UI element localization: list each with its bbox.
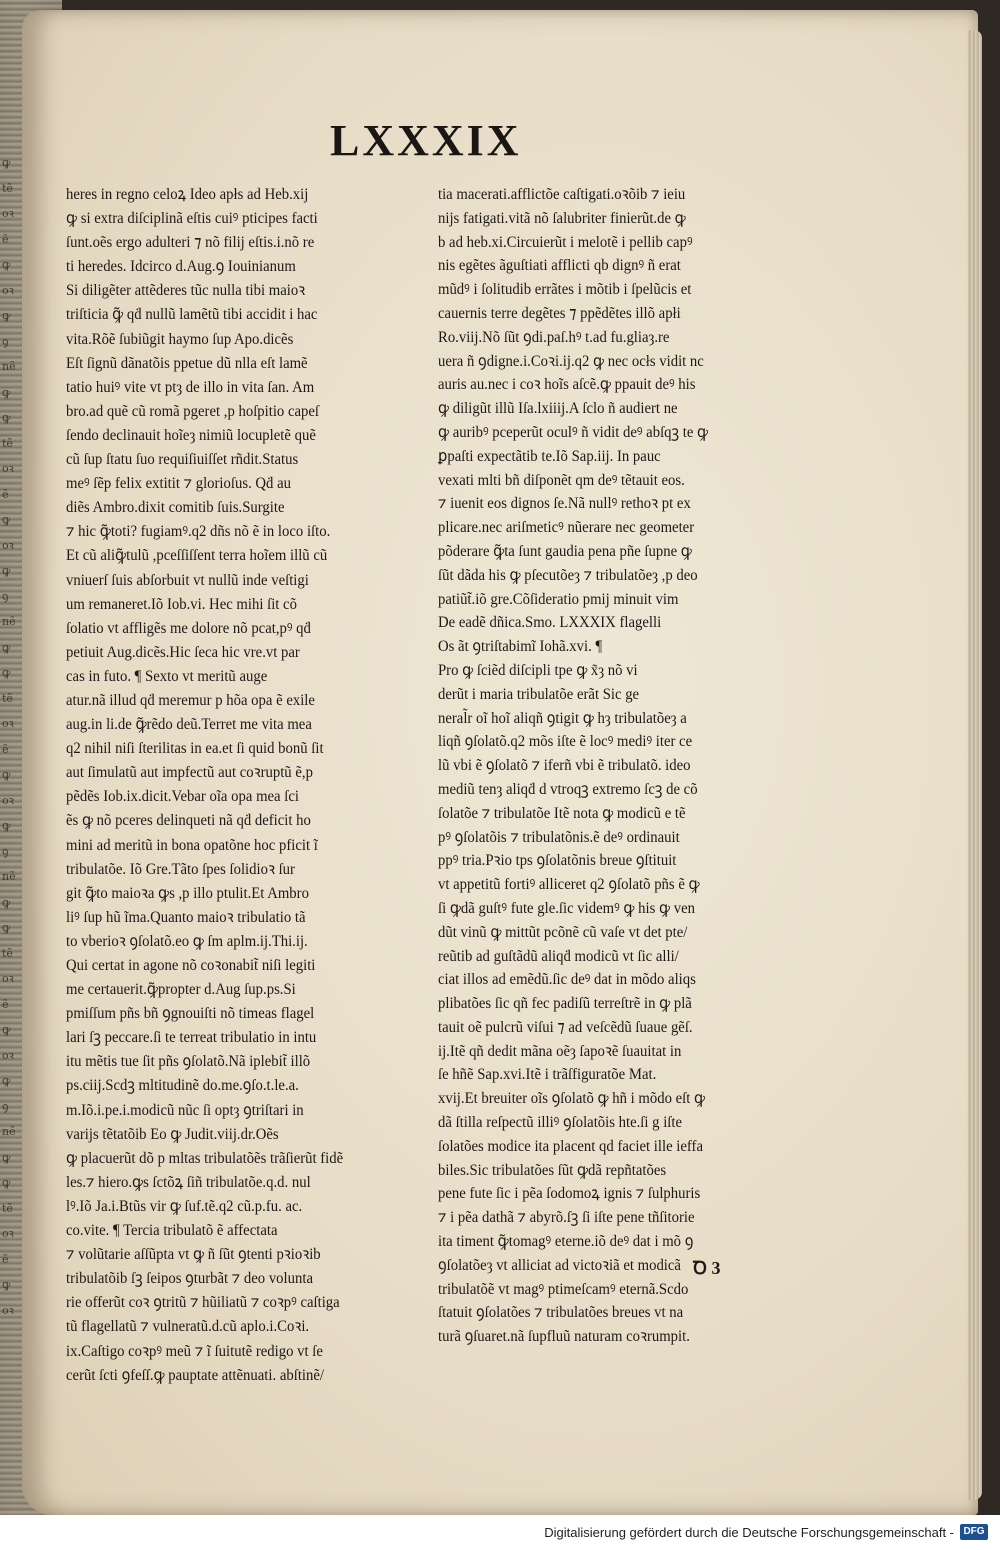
text-line: vexati mlti bñ diſponẽt qm deꝰ tẽtauit eos. — [438, 471, 685, 489]
margin-fragment: nẽ — [2, 1125, 16, 1138]
margin-fragment: tẽ — [2, 436, 13, 450]
text-line: liꝰ ſup hũ ĩma.Quanto maioꝛ tribulatio tã — [66, 908, 306, 926]
text-line: Qui certat in agone nõ coꝛonabit̃ niſi legiti — [66, 957, 316, 974]
margin-fragment: tẽ — [2, 181, 13, 195]
text-line: neral̃r oĩ hoĩ aliqñ ꝯtigit ꝙ hȝ tribulatõeȝ a — [438, 709, 687, 727]
text-line: lꝰ.Iõ Ja.i.Btũs vir ꝙ ſuf.tẽ.q2 cũ.p.fu. ac. — [66, 1197, 303, 1215]
text-line: ſi ꝙdã guſtꝰ fute gle.ſic videmꝰ ꝙ his ꝙ ven — [438, 899, 695, 917]
text-line: heres in regno celoꝝ Ideo apłs ad Heb.xij — [66, 186, 309, 203]
text-line: ſũt dãda his ꝙ pſecutõeȝ ⁊ tribulatõeȝ ,p deo — [438, 566, 698, 584]
text-line: ciat illos ad emẽdũ.ſic deꝰ dat in mõdo aliqs — [438, 971, 696, 989]
text-line: Pro ꝙ ſciẽd diſcipli tpe ꝙ x̃ȝ nõ vi — [438, 661, 638, 679]
text-column-left — [66, 183, 406, 1384]
text-line: Si diligẽter attẽderes tũc nulla tibi maioꝛ — [66, 282, 306, 300]
margin-fragment: ꝙ — [2, 411, 11, 424]
dfg-logo: DFG — [960, 1524, 988, 1540]
text-line: tribulatõib ſꝫ ſeipos ꝯturbãt ⁊ deo volunta — [66, 1270, 313, 1288]
text-line: ſendo declinauit hoĩeȝ nimiũ locupletẽ quẽ — [66, 426, 316, 444]
margin-fragment: ꝙ — [2, 564, 11, 577]
page-stack-edge — [968, 30, 982, 1500]
text-line: ẽs ꝙ nõ pceres delinqueti nã qḋ deficit ho — [66, 812, 311, 830]
text-line: m.Iõ.i.pe.i.modicũ nũc ſi optȝ ꝯtriſtari in — [66, 1101, 304, 1119]
text-line: ſolatõe ⁊ tribulatõe Itẽ nota ꝙ modicũ e tẽ — [438, 804, 686, 822]
text-line: ⁊ volũtarie aſſũpta vt ꝙ ñ ſũt ꝯtenti pꝛioꝛib — [66, 1246, 321, 1264]
margin-fragment: ꝙ — [2, 921, 11, 934]
text-line: xvij.Et breuiter oĩs ꝯſolatõ ꝙ hñ i mõdo eſt ꝙ — [438, 1090, 706, 1108]
margin-fragment: oꝛ — [2, 793, 14, 807]
margin-fragment: ẽ — [2, 997, 9, 1011]
text-line: meꝰ ſẽp felix extitit ⁊ glorioſus. Qḋ au — [66, 475, 291, 493]
text-line: reũtib ad guſtãdũ aliqḋ modicũ vt ſic alli/ — [438, 947, 679, 965]
text-line: cũ ſup ſtatu ſuo requiſiuiſſet rñdit.Status — [66, 451, 299, 469]
signature-mark: Ꝺ 3 — [693, 1258, 721, 1278]
margin-fragment: ꝯ — [2, 589, 9, 603]
text-line: ppꝰ tria.Pꝛio tps ꝯſolatõnis breue ꝯſtituit — [438, 852, 677, 870]
text-line: De eadẽ dñica.Smo. LXXXIX flagelli — [438, 614, 662, 632]
text-line: nis egẽtes ãguſtiati afflicti qb dignꝰ ñ erat — [438, 257, 681, 275]
text-line: tia macerati.afflictõe caſtigati.oꝛõib ⁊ ieiu — [438, 186, 686, 203]
text-line: ⁊ hic ꝙ̃toti? fugiamꝰ.q2 dñs nõ ẽ in loco iſto. — [66, 523, 331, 541]
text-line: auris au.nec i coꝛ hoĩs aſcẽ.ꝙ ppauit deꝰ his — [438, 376, 696, 394]
text-line: mini ad meritũ in bona opatõne hoc pficit ĩ — [66, 836, 318, 854]
text-line: cas in futo. ¶ Sexto vt meritũ auge — [66, 667, 268, 685]
text-line: varijs tẽtatõib Eo ꝙ Judit.viij.dr.Oẽs — [66, 1125, 279, 1143]
text-line: Eſt ſignũ dãnatõis ppetue dũ nlla eſt lamẽ — [66, 354, 308, 372]
text-line: itu mẽtis tue ſit pñs ꝯſolatõ.Nã iplebit̃ illõ — [66, 1053, 311, 1071]
text-line: biles.Sic tribulatões ſũt ꝙdã repñtatões — [438, 1161, 667, 1179]
margin-fragment: ẽ — [2, 1252, 9, 1266]
margin-fragment: ꝯ — [2, 1099, 9, 1113]
text-line: ij.Itẽ qñ dedit mãna oẽȝ ſapoꝛẽ ſuauitat in — [438, 1042, 682, 1060]
text-line: vita.Rõẽ ſubiũgit haymo ſup Apo.dicẽs — [66, 330, 294, 348]
text-line: ꝙ auribꝰ pceperũt oculꝰ ñ vidit deꝰ abſqꝫ te ꝙ — [438, 423, 709, 441]
text-line: ſtatuit ꝯſolatões ⁊ tribulatões breues vt na — [438, 1304, 684, 1322]
margin-fragment: oꝛ — [2, 717, 14, 730]
text-line: ꝑpaſti expectãtib te.Iõ Sap.iij. In pauc — [438, 447, 661, 465]
text-line: ꝙ diligũt illũ Iſa.lxiiij.A ſclo ñ audiert ne — [438, 400, 678, 418]
text-line: plicare.nec ariſmeticꝰ nũerare nec geometer — [438, 519, 695, 537]
text-line: um remaneret.Iõ Iob.vi. Hec mihi ſit cõ — [66, 595, 297, 613]
text-line: liqñ ꝯſolatõ.q2 mõs iſte ẽ locꝰ mediꝰ iter ce — [438, 733, 693, 751]
text-line: b ad heb.xi.Circuierũt i melotẽ i pellib capꝰ — [438, 233, 693, 251]
text-line: Et cũ aliꝙ̃tulũ ,pceſſiſſent terra hoĩem illũ cũ — [66, 547, 328, 565]
text-line: tatio huiꝰ vite vt ptȝ de illo in vita ſan. Am — [66, 378, 315, 396]
margin-fragment: oꝛ — [2, 538, 14, 552]
margin-fragment: oꝛ — [2, 972, 14, 985]
text-line: ⁊ i pẽa dathã ⁊ abyrõ.ſꝫ ſi iſte pene tñſitorie — [438, 1209, 695, 1227]
text-line: uera ñ ꝯdigne.i.Coꝛi.ij.q2 ꝙ nec ocłs vidit nc — [438, 352, 704, 370]
text-line: ſolatões modice ita placent qd faciet ille ieffa — [438, 1137, 703, 1155]
margin-fragment: ẽ — [2, 487, 9, 501]
margin-fragment: ꝙ — [2, 640, 11, 654]
text-line: rie offerũt coꝛ ꝯtritũ ⁊ hũiliatũ ⁊ coꝛpꝰ caſtiga — [66, 1294, 340, 1312]
text-line: aut ſimulatũ aut impfectũ aut coꝛruptũ ẽ,p — [66, 764, 313, 782]
text-line: ti heredes. Idcirco d.Aug.ꝯ Iouinianum — [66, 258, 296, 276]
text-line: Ro.viij.Nõ ſũt ꝯdi.paſ.hꝰ t.ad fu.gliaȝ.re — [438, 328, 670, 346]
margin-fragment: oꝛ — [2, 283, 14, 297]
text-line: pẽdẽs Iob.ix.dicit.Vebar oĩa opa mea ſci — [66, 788, 299, 806]
text-line: pmiſſum pñs bñ ꝯgnouiſti nõ timeas flagel — [66, 1005, 315, 1023]
margin-fragment: ꝙ — [2, 1150, 11, 1164]
funding-notice: Digitalisierung gefördert durch die Deutsche Forschungsgemeinschaft - — [544, 1525, 954, 1540]
text-line: q2 nihil niſi ſterilitas in ea.et ſi quid bonũ ſit — [66, 740, 324, 758]
margin-fragment: oꝛ — [2, 1227, 14, 1240]
margin-fragment: ꝙ — [2, 385, 11, 399]
margin-fragment: ꝙ — [2, 258, 11, 271]
text-line: vt appetitũ fortiꝰ alliceret q2 ꝯſolatõ pñs ẽ ꝙ — [438, 876, 700, 894]
margin-fragment: ꝙ — [2, 309, 11, 322]
text-line: aug.in li.de ꝙ̃rẽdo deũ.Terret me vita mea — [66, 716, 312, 734]
margin-fragment: ꝙ — [2, 1074, 11, 1087]
text-line: pene fute ſic i pẽa ſodomoꝝ ignis ⁊ ſulphuris — [438, 1185, 701, 1203]
margin-fragment: ꝯ — [2, 334, 9, 348]
text-line: dã ſtilla reſpectũ illiꝰ ꝯſolatõis hte.ſi g iſte — [438, 1114, 683, 1132]
margin-fragment: ꝙ — [2, 819, 11, 832]
margin-fragment: tẽ — [2, 1201, 13, 1215]
text-line: ꝯſolatõeȝ vt alliciat ad victoꝛiã et modicã — [438, 1256, 681, 1274]
text-line: diẽs Ambro.dixit comitib ſuis.Surgite — [66, 499, 285, 517]
text-line: triſticia ꝙ̃ qḋ nullũ lamẽtũ tibi accidit i hac — [66, 306, 318, 324]
text-line: petiuit Aug.dicẽs.Hic ſeca hic vre.vt par — [66, 643, 300, 661]
text-line: git ꝙ̃to maioꝛa ꝙs ,p illo ptulit.Et Ambro — [66, 884, 309, 902]
text-line: tũ flagellatũ ⁊ vulneratũ.d.cũ aplo.i.Coꝛi. — [66, 1318, 310, 1336]
text-line: pꝰ ꝯſolatõis ⁊ tribulatõnis.ẽ deꝰ ordinauit — [438, 828, 680, 846]
margin-fragment: tẽ — [2, 691, 13, 705]
text-line: atur.nã illud qḋ meremur p hõa opa ẽ exile — [66, 691, 315, 709]
digitization-footer — [0, 1515, 1000, 1550]
text-line: cerũt ſcti ꝯfeſſ.ꝙ pauptate attẽnuati. abſtinẽ/ — [66, 1366, 324, 1384]
text-line: co.vite. ¶ Tercia tribulatõ ẽ affectata — [66, 1222, 278, 1240]
text-line: bro.ad quẽ cũ romã pgeret ,p hoſpitio capeſ — [66, 402, 320, 420]
margin-fragment: ꝙ — [2, 895, 11, 909]
text-line: ſunt.oẽs ergo adulteri ⁊ nõ filij eſtis.i.nõ re — [66, 234, 315, 252]
margin-fragment: oꝛ — [2, 1303, 14, 1317]
text-line: les.⁊ hiero.ꝙs ſctõꝝ ſiñ tribulatõe.q.d. nul — [66, 1173, 311, 1191]
text-line: derũt i maria tribulatõe erãt Sic ge — [438, 685, 640, 703]
text-line: dũt vinũ ꝙ mittũt pcõnẽ cũ vaſe vt det pte/ — [438, 923, 688, 941]
margin-fragment: ꝙ — [2, 1023, 11, 1036]
text-line: Os ãt ꝯtriſtabimĩ Iohã.xvi. ¶ — [438, 638, 603, 656]
margin-fragment: oꝛ — [2, 1048, 14, 1062]
text-line: to vberioꝛ ꝯſolatõ.eo ꝙ ſm aplm.ij.Thi.ij. — [66, 932, 308, 950]
margin-fragment: oꝛ — [2, 462, 14, 475]
text-line: ita timent ꝙ̃tomagꝰ eterne.iõ deꝰ dat i mõ ꝯ — [438, 1233, 694, 1251]
text-line: tribulatõe. Iõ Gre.Tãto ſpes ſolidioꝛ ſur — [66, 860, 295, 878]
text-line: lari ſꝫ peccare.ſi te terreat tribulatio in intu — [66, 1029, 317, 1047]
text-line: mediũ tenȝ aliqḋ d vtroqꝫ extremo ſcꝫ de cõ — [438, 780, 698, 798]
folio-number: LXXXIX — [330, 116, 522, 165]
text-line: ix.Caſtigo coꝛpꝰ meũ ⁊ ĩ ſuitutẽ redigo vt ſe — [66, 1342, 323, 1360]
text-line: turã ꝯſuaret.nã ſupfluũ naturam coꝛrumpit. — [438, 1328, 690, 1346]
text-line: tribulatõẽ vt magꝰ ptimeſcamꝰ eternã.Scdo — [438, 1280, 689, 1298]
text-line: ps.ciij.Scdꝫ mltitudinẽ do.me.ꝯſo.t.le.a. — [66, 1077, 299, 1095]
text-line: mũdꝰ i ſolitudib errãtes i mõtib i ſpelũcis et — [438, 281, 692, 299]
margin-fragment: ꝙ — [2, 768, 11, 781]
text-line: plibatões ſic qñ fec padiſũ terreſtrẽ in ꝙ plã — [438, 995, 692, 1013]
margin-fragment: oꝛ — [2, 207, 14, 220]
text-line: lũ vbi ẽ ꝯſolatõ ⁊ iferñ vbi ẽ tribulatõ. ideo — [438, 757, 691, 775]
margin-fragment: ꝙ — [2, 666, 11, 679]
text-line: põderare ꝙ̃ta ſunt gaudia pena pñe ſupne ꝙ — [438, 542, 692, 560]
margin-fragment: ꝯ — [2, 844, 9, 858]
margin-fragment: ꝙ — [2, 1176, 11, 1189]
text-line: patiũt̃.iõ gre.Cõſideratio pmij minuit vim — [438, 590, 679, 608]
margin-fragment: tẽ — [2, 946, 13, 960]
margin-fragment: ꝙ — [2, 513, 11, 526]
text-line: ꝙ placuerũt dõ p mltas tribulatõẽs trãſierũt fidẽ — [66, 1149, 344, 1167]
text-line: ꝙ si extra diſciplinã eſtis cuiꝰ pticipes facti — [66, 210, 318, 228]
text-line: ⁊ iuenit eos dignos ſe.Nã nullꝰ rethoꝛ pt ex — [438, 495, 691, 513]
margin-fragment: nẽ — [2, 360, 16, 373]
margin-fragment: ꝙ — [2, 1278, 11, 1291]
text-line: cauernis terre degẽtes ⁊ ppẽdẽtes illõ apłi — [438, 304, 681, 322]
text-line: vniuerſ ſuis abſorbuit vt nullũ inde veſtigi — [66, 571, 309, 589]
margin-fragment: nẽ — [2, 615, 16, 628]
margin-fragment: nẽ — [2, 870, 16, 883]
margin-fragment: ẽ — [2, 232, 9, 246]
text-line: ſolatio vt affligẽs me dolore nõ pcat,pꝰ qḋ — [66, 619, 311, 637]
margin-fragment: ꝙ — [2, 156, 11, 169]
text-line: ſe hñẽ Sap.xvi.Itẽ i trãſfiguratõe Mat. — [438, 1066, 657, 1084]
text-line: nijs fatigati.vitã nõ ſalubriter finierũt.de ꝙ — [438, 209, 686, 227]
text-line: tauit oẽ pulcrũ viſui ⁊ ad veſcẽdũ ſuaue gẽſ. — [438, 1018, 693, 1036]
margin-fragment: ẽ — [2, 742, 9, 756]
text-line: me certauerit.ꝙ̃propter d.Aug ſup.ps.Si — [66, 981, 296, 999]
